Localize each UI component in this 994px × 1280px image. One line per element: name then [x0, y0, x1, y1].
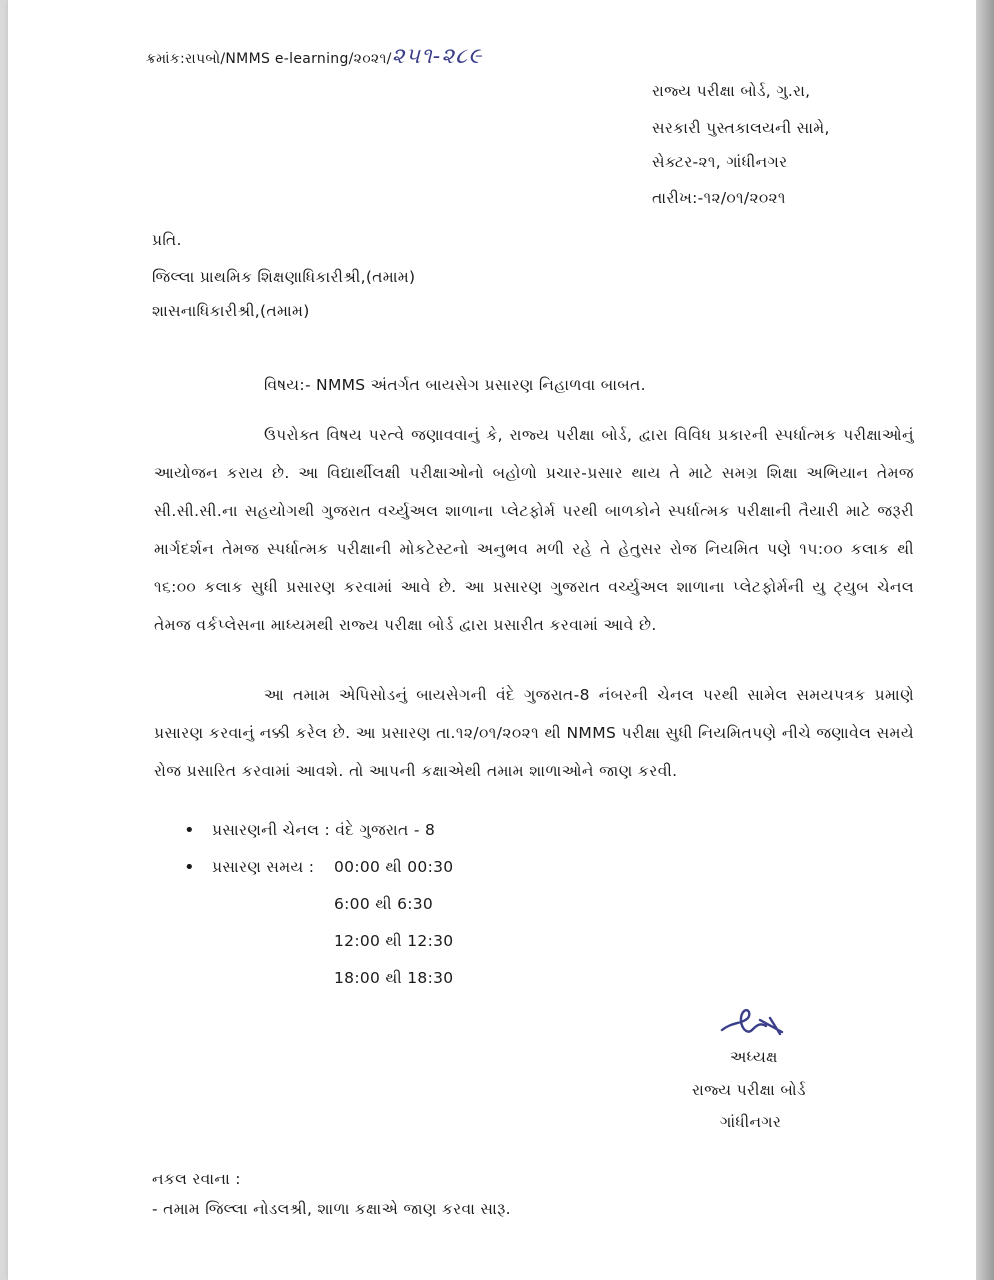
- signature-image: [716, 1000, 796, 1044]
- bullet-icon: •: [184, 820, 195, 841]
- letter-page: [8, 0, 976, 1280]
- to-label: પ્રતિ.: [152, 231, 182, 249]
- paragraph-1-text: ઉપરોક્ત વિષય પરત્વે જણાવવાનું કે, રાજ્ય પરીક્ષા બોર્ડ, દ્વારા વિવિધ પ્રકારની સ્પર્ધાત્મક પરીક્ષાઓનું આયોજન કરાય છે. આ વિદ્યાર્થીલક્ષી પરીક્ષાઓનો બહોળો પ્રચાર-પ્રસાર થાય તે માટે સમગ્ર શિક્ષા અભિયાન તેમજ સી.સી.સી.ના સહયોગથી ગુજરાત વર્ચ્યુઅલ શાળાના પ્લેટફોર્મ પરથી બાળકોને સ્પર્ધાત્મક પરીક્ષાની તૈયારી માટે જરૂરી માર્ગદર્શન તેમજ સ્પર્ધાત્મક પરીક્ષાની મોકટેસ્ટનો અનુભવ મળી રહે તે હેતુસર રોજ નિયમિત પણે ૧૫:૦૦ કલાક થી ૧૬:૦૦ કલાક સુધી પ્રસારણ કરવામાં આવે છે. આ પ્રસારણ ગુજરાત વર્ચ્યુઅલ શાળાના પ્લેટફોર્મની યુ ટ્યુબ ચેનલ તેમજ વર્કપ્લેસના માધ્યમથી રાજ્ય પરીક્ષા બોર્ડ દ્વારા પ્રસારીત કરવામાં આવે છે.: [154, 426, 914, 634]
- signatory-title: અધ્યક્ષ: [730, 1048, 778, 1066]
- time-slot-2: 6:00 થી 6:30: [334, 895, 434, 913]
- bullet-icon: •: [184, 857, 195, 878]
- recipient-2: શાસનાધિકારીશ્રી,(તમામ): [152, 302, 310, 320]
- reference-number-handwritten: ૨૫૧-૨૮૯: [391, 44, 483, 69]
- time-slot-4: 18:00 થી 18:30: [334, 969, 454, 987]
- time-slot-1: 00:00 થી 00:30: [334, 858, 454, 876]
- time-label: પ્રસારણ સમય :: [212, 858, 315, 876]
- address-line-2: સરકારી પુસ્તકાલયની સામે,: [652, 119, 830, 137]
- body-paragraph-2: [154, 676, 914, 790]
- paragraph-2-text: આ તમામ એપિસોડનું બાયસેગની વંદે ગુજરાત-8 નંબરની ચેનલ પરથી સામેલ સમયપત્રક પ્રમાણે પ્રસારણ કરવાનું નક્કી કરેલ છે. આ પ્રસારણ તા.૧૨/૦૧/૨૦૨૧ થી NMMS પરીક્ષા સુધી નિયમિતપણે નીચે જણાવેલ સમયે રોજ પ્રસારિત કરવામાં આવશે. તો આપની કક્ષાએથી તમામ શાળાઓને જાણ કરવી.: [154, 686, 914, 780]
- body-paragraph-1: [154, 416, 914, 644]
- signatory-org: રાજ્ય પરીક્ષા બોર્ડ: [692, 1081, 806, 1099]
- letter-date: તારીખ:-૧૨/૦૧/૨૦૨૧: [652, 189, 786, 207]
- reference-prefix: ક્રમાંક:રાપબો/NMMS e-learning/૨૦૨૧/: [146, 51, 392, 67]
- time-slot-3: 12:00 થી 12:30: [334, 932, 454, 950]
- reference-line: [146, 44, 482, 69]
- address-line-1: રાજ્ય પરીક્ષા બોર્ડ, ગુ.રા,: [652, 82, 811, 100]
- recipient-1: જિલ્લા પ્રાથમિક શિક્ષણાધિકારીશ્રી,(તમામ): [152, 268, 416, 286]
- page-edge-shadow: [976, 0, 994, 1280]
- channel-line: પ્રસારણની ચેનલ : વંદે ગુજરાત - 8: [212, 821, 436, 839]
- signatory-city: ગાંધીનગર: [720, 1113, 782, 1131]
- copy-label: નકલ રવાના :: [152, 1170, 241, 1188]
- address-line-3: સેક્ટર-૨૧, ગાંધીનગર: [652, 153, 788, 171]
- copy-recipient: - તમામ જિલ્લા નોડલશ્રી, શાળા કક્ષાએ જાણ કરવા સારૂ.: [152, 1200, 511, 1218]
- subject-line: વિષય:- NMMS અંતર્ગત બાયસેગ પ્રસારણ નિહાળવા બાબત.: [264, 376, 646, 394]
